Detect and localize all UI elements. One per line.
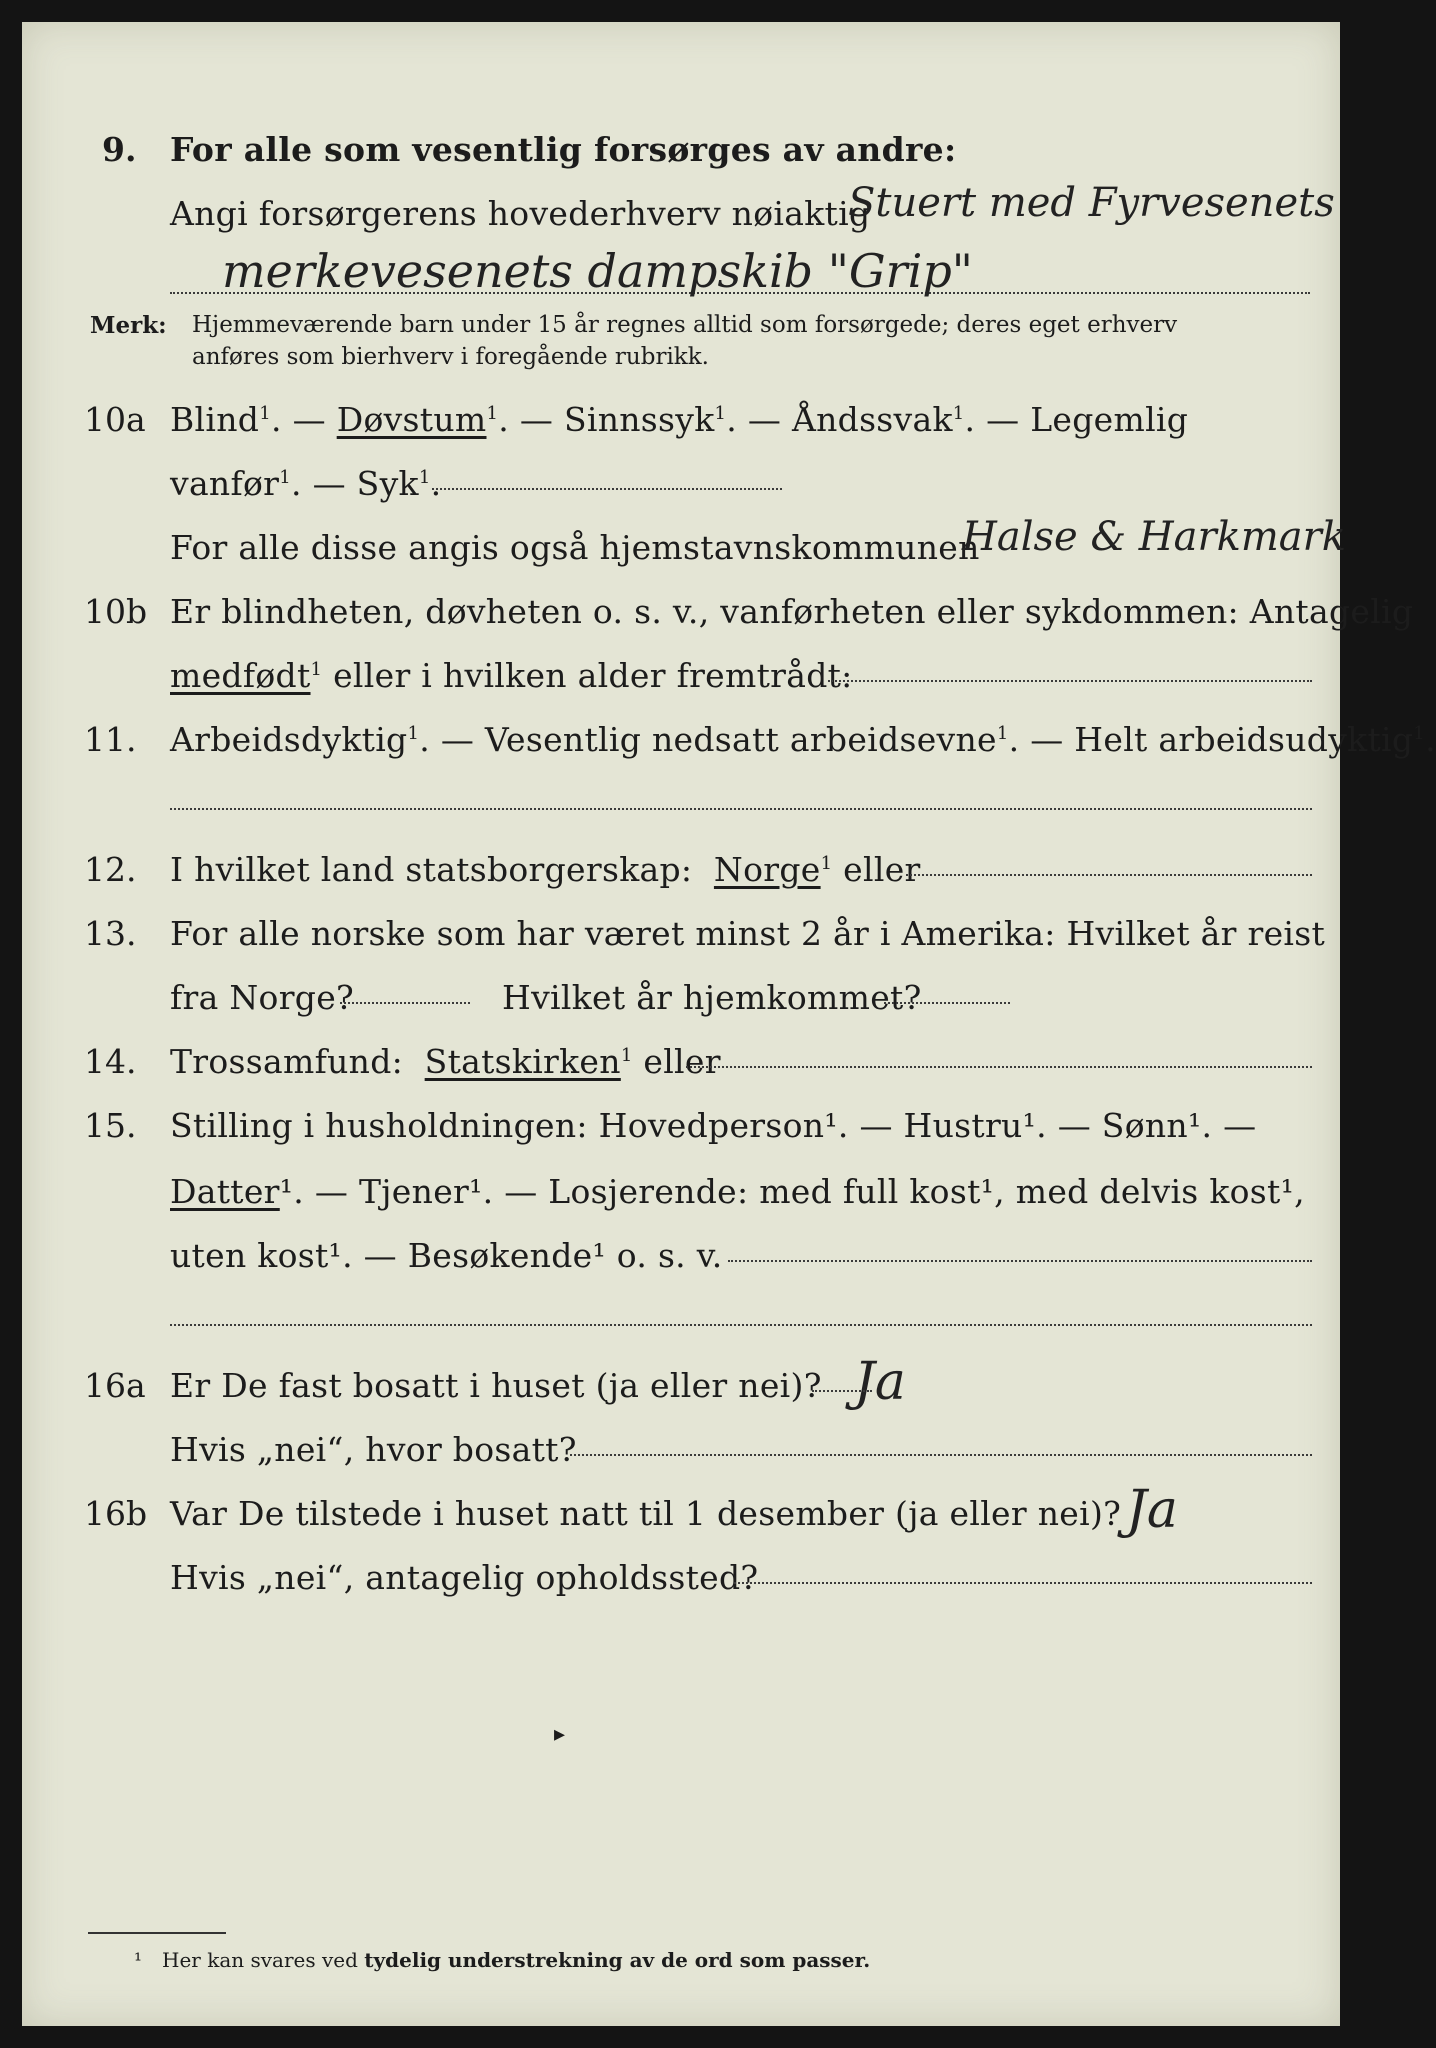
merk-line1: Hjemmeværende barn under 15 år regnes alltid som forsørgede; deres eget erhverv	[192, 312, 1178, 338]
option-udyktig: Helt arbeidsudyktig	[1074, 720, 1414, 759]
q9-answer1-handwriting: Stuert med Fyrvesenets	[848, 180, 1335, 226]
option-arbeidsdyktig: Arbeidsdyktig	[170, 720, 408, 759]
q14-text: Trossamfund:	[170, 1042, 404, 1081]
option-sinnssyk: Sinnssyk	[563, 400, 715, 439]
q10b-line2-text: eller i hvilken alder fremtrådt:	[333, 656, 853, 695]
q15-answer-line2	[170, 1324, 1312, 1326]
option-syk: Syk	[356, 464, 419, 503]
q16a-bosatt-line	[570, 1454, 1312, 1456]
q10a-line2: vanfør$^1$. — Syk$^1$.	[170, 464, 442, 503]
q14-eller: eller	[643, 1042, 721, 1081]
option-datter: Datter	[170, 1172, 280, 1211]
q10b-line1: Er blindheten, døvheten o. s. v., vanførheten eller sykdommen: Antagelig	[170, 592, 1414, 631]
q9-line1: Angi forsørgerens hovederhverv nøiaktig	[170, 194, 871, 233]
merk-label: Merk:	[90, 312, 167, 339]
q13-fra: fra Norge?	[170, 978, 355, 1017]
q12-number: 12.	[84, 850, 137, 889]
q15-number: 15.	[84, 1106, 137, 1145]
option-statskirken: Statskirken	[424, 1042, 621, 1081]
footnote-text-a: Her kan svares ved	[162, 1948, 358, 1972]
q12-eller: eller	[843, 850, 921, 889]
q16b-line2: Hvis „nei“, antagelig opholdssted?	[170, 1558, 759, 1597]
q15-line2-rest: ¹. — Tjener¹. — Losjerende: med full kost¹, med delvis kost¹,	[279, 1172, 1305, 1211]
q13-number: 13.	[84, 914, 137, 953]
q9-answer2-handwriting: merkevesenets dampskib "Grip"	[222, 244, 973, 298]
option-nedsatt: Vesentlig nedsatt arbeidsevne	[484, 720, 997, 759]
q15-line3: uten kost¹. — Besøkende¹ o. s. v.	[170, 1236, 723, 1275]
q16b-number: 16b	[84, 1494, 148, 1533]
stray-mark: ▸	[554, 1722, 566, 1747]
option-legemlig: Legemlig	[1030, 400, 1189, 439]
q11-number: 11.	[84, 720, 137, 759]
q11-line1: Arbeidsdyktig$^1$. — Vesentlig nedsatt arbeidsevne$^1$. — Helt arbeidsudyktig$^1$.	[170, 720, 1436, 759]
q16a-line2: Hvis „nei“, hvor bosatt?	[170, 1430, 577, 1469]
q13-line1: For alle norske som har været minst 2 år i Amerika: Hvilket år reist	[170, 914, 1326, 953]
q15-line2	[170, 1172, 1305, 1211]
q15-line1: Stilling i husholdningen: Hovedperson¹. — Hustru¹. — Sønn¹. —	[170, 1106, 1257, 1145]
q16b-answer-handwriting: Ja	[1126, 1480, 1178, 1540]
q16b-line1: Var De tilstede i huset natt til 1 desember (ja eller nei)?	[170, 1494, 1122, 1533]
merk-line2: anføres som bierhverv i foregående rubrikk.	[192, 344, 709, 370]
q13-hjem-line	[884, 1002, 1010, 1004]
census-form-page	[22, 22, 1436, 2026]
footnote-text-b: tydelig understrekning av de ord som passer.	[364, 1948, 871, 1972]
q10b-line2: medfødt$^1$ eller i hvilken alder fremtrådt:	[170, 656, 853, 695]
q10a-number: 10a	[84, 400, 146, 439]
q14-number: 14.	[84, 1042, 137, 1081]
q16a-line1: Er De fast bosatt i huset (ja eller nei)?	[170, 1366, 822, 1405]
q13-fra-line	[340, 1002, 470, 1004]
option-andssvak: Åndssvak	[791, 400, 953, 439]
footnote-rule	[88, 1932, 226, 1934]
option-blind: Blind	[170, 400, 260, 439]
q12-line: I hvilket land statsborgerskap: Norge$^1$ eller	[170, 850, 921, 889]
footnote-text	[162, 1948, 870, 1972]
footnote-mark: ¹	[134, 1948, 143, 1972]
option-medfodt: medfødt	[170, 656, 311, 695]
q16b-opholdssted-line	[734, 1582, 1312, 1584]
q14-line: Trossamfund: Statskirken$^1$ eller	[170, 1042, 721, 1081]
q16a-answer-handwriting: Ja	[854, 1352, 906, 1412]
q9-number: 9.	[102, 130, 137, 169]
q12-answer-line	[906, 874, 1312, 876]
q10a-syk-line	[432, 488, 782, 490]
option-dovstum: Døvstum	[336, 400, 487, 439]
q10b-answer-line	[828, 680, 1312, 682]
q10a-line3: For alle disse angis også hjemstavnskommunen	[170, 528, 980, 567]
option-vanfor: vanfør	[170, 464, 280, 503]
q16a-number: 16a	[84, 1366, 146, 1405]
q9-title: For alle som vesentlig forsørges av andre:	[170, 130, 957, 169]
q15-answer-line	[728, 1260, 1312, 1262]
option-norge: Norge	[713, 850, 821, 889]
q12-text: I hvilket land statsborgerskap:	[170, 850, 693, 889]
q10a-answer-handwriting: Halse & Harkmark	[962, 514, 1346, 560]
q11-answer-line	[170, 808, 1312, 810]
q10b-number: 10b	[84, 592, 148, 631]
q10a-line1: Blind$^1$. — Døvstum$^1$. — Sinnssyk$^1$. — Åndssvak$^1$. — Legemlig	[170, 400, 1189, 439]
q13-hjem: Hvilket år hjemkommet?	[502, 978, 922, 1017]
q14-answer-line	[686, 1066, 1312, 1068]
q16a-answer-line	[812, 1390, 872, 1392]
